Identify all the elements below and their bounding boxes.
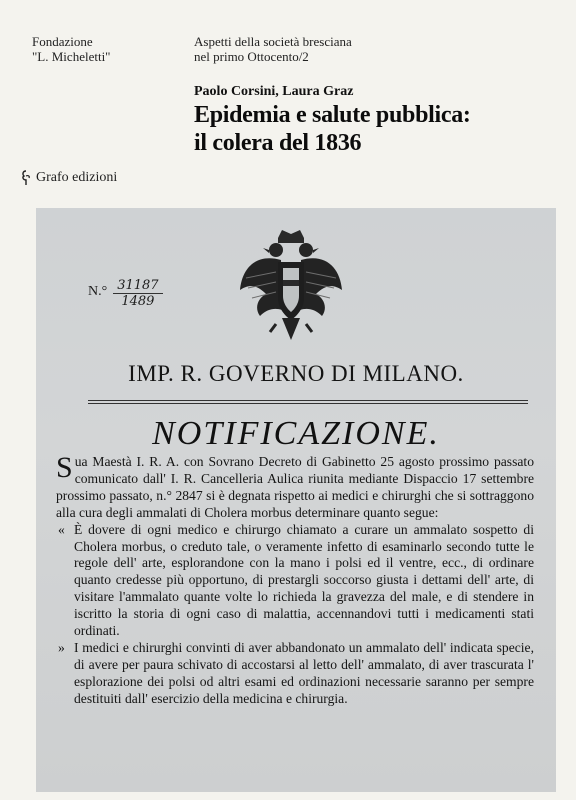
foundation-name bbox=[32, 34, 110, 64]
quote-mark: « bbox=[58, 521, 65, 537]
publisher bbox=[20, 170, 117, 186]
protocol-bottom: 1489 bbox=[121, 294, 155, 309]
protocol-prefix: N.° bbox=[88, 284, 108, 299]
document-photo bbox=[36, 208, 556, 792]
divider-rule bbox=[88, 400, 528, 401]
drop-cap: S bbox=[56, 451, 73, 484]
protocol-fraction bbox=[113, 278, 162, 309]
decree-intro bbox=[56, 451, 534, 522]
foundation-line-1: Fondazione bbox=[32, 34, 93, 49]
series-line-1: Aspetti della società bresciana bbox=[194, 34, 352, 49]
item-2-text: I medici e chirurghi convinti di aver abbandonato un ammalato dell' indicata specie, di avere per paura schivato di accostarsi al letto dell' ammalato, di aver trascurata l' esplorazione dei polsi od altri esami ed ordinazioni necessarie saranno per sempre destituiti dall' esercizio della medicina e chirurgia. bbox=[74, 639, 534, 706]
intro-text: ua Maestà I. R. A. con Sovrano Decreto di Gabinetto 25 agosto prossimo passato comunicato dall' I. R. Cancelleria Aulica riunita mediante Dispaccio 17 settembre prossimo passato, n.° 2847 si è degnata rispetto ai medici e chirurghi che si sottraggono alla cura degli ammalati di Cholera morbus determinare quanto segue: bbox=[56, 454, 534, 520]
notification-heading: NOTIFICAZIONE. bbox=[152, 415, 440, 452]
protocol-number bbox=[88, 278, 163, 309]
quote-mark: » bbox=[58, 639, 65, 655]
book-title bbox=[194, 101, 471, 157]
decree-item-1 bbox=[56, 522, 534, 640]
title-line-1: Epidemia e salute pubblica: bbox=[194, 102, 471, 128]
decree-item-2 bbox=[56, 640, 534, 708]
protocol-top: 31187 bbox=[113, 278, 162, 294]
imperial-eagle-emblem-icon bbox=[236, 228, 346, 348]
publisher-name: Grafo edizioni bbox=[36, 170, 118, 185]
divider-rule bbox=[88, 403, 528, 404]
title-line-2: il colera del 1836 bbox=[194, 130, 362, 156]
item-1-text: È dovere di ogni medico e chirurgo chiamato a curare un ammalato sospetto di Cholera morbus, o creduto tale, o veramente infetto di esaminarlo secondo tutte le regole dell' arte, esplorandone con la mano i polsi ed il ventre, ecc., di ordinare quanto credesse più opportuno, di prestargli soccorso giusta i dettami dell' arte, di visitare l'ammalato quante volte lo richieda la gravezza del male, e di stendere in iscritto la storia di ogni caso di malattia, accennandovi tutti i medicamenti stati ordinati. bbox=[74, 521, 534, 639]
authors: Paolo Corsini, Laura Graz bbox=[194, 84, 354, 99]
publisher-logo-icon bbox=[20, 170, 32, 186]
government-heading: IMP. R. GOVERNO DI MILANO. bbox=[128, 361, 464, 386]
series-title bbox=[194, 34, 352, 64]
series-line-2: nel primo Ottocento/2 bbox=[194, 49, 309, 64]
decree-text bbox=[56, 451, 534, 708]
foundation-line-2: "L. Micheletti" bbox=[32, 49, 111, 64]
